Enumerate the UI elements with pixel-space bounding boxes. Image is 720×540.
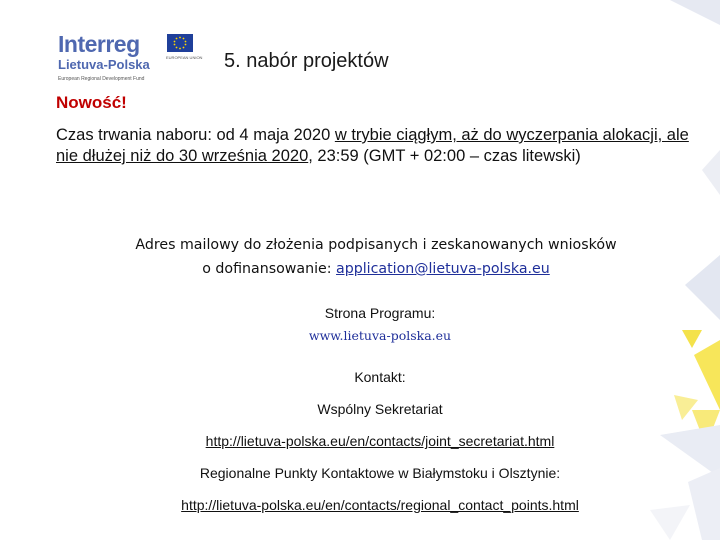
email-block <box>56 233 696 281</box>
logo-region: Lietuva-Polska <box>58 57 150 72</box>
page-title: 5. nabór projektów <box>224 50 389 72</box>
program-url-link[interactable]: www.lietuva-polska.eu <box>308 328 452 343</box>
email-line-1: Adres mailowy do złożenia podpisanych i zeskanowanych wniosków <box>135 237 617 253</box>
duration-suffix: , 23:59 (GMT + 02:00 – czas litewski) <box>308 147 581 165</box>
contact-label: Kontakt: <box>354 369 406 385</box>
eu-caption: EUROPEAN UNION <box>166 55 203 60</box>
email-line-2-prefix: o dofinansowanie: <box>202 261 337 277</box>
duration-prefix: Czas trwania naboru: od 4 maja 2020 <box>56 126 335 144</box>
decorative-triangles <box>630 0 720 540</box>
secretariat-label: Wspólny Sekretariat <box>317 401 443 417</box>
duration-underlined: w trybie ciągłym, aż do wyczerpania alokacji, ale nie dłużej niż do 30 września 2020 <box>56 126 689 165</box>
email-link[interactable]: application@lietuva-polska.eu <box>336 261 550 277</box>
duration-paragraph <box>56 125 696 167</box>
news-label: Nowość! <box>56 93 127 112</box>
logo-fund: European Regional Development Fund <box>58 76 145 82</box>
logo-wordmark: Interreg <box>58 31 140 57</box>
regional-contacts-url-link[interactable]: http://lietuva-polska.eu/en/contacts/regional_contact_points.html <box>181 497 579 513</box>
email-line-2 <box>56 257 696 281</box>
regional-contacts-label: Regionalne Punkty Kontaktowe w Białymstoku i Olsztynie: <box>199 465 561 481</box>
secretariat-url-link[interactable]: http://lietuva-polska.eu/en/contacts/joint_secretariat.html <box>205 433 555 449</box>
eu-flag-icon <box>167 34 193 52</box>
interreg-logo <box>56 30 206 90</box>
program-label: Strona Programu: <box>324 305 436 321</box>
